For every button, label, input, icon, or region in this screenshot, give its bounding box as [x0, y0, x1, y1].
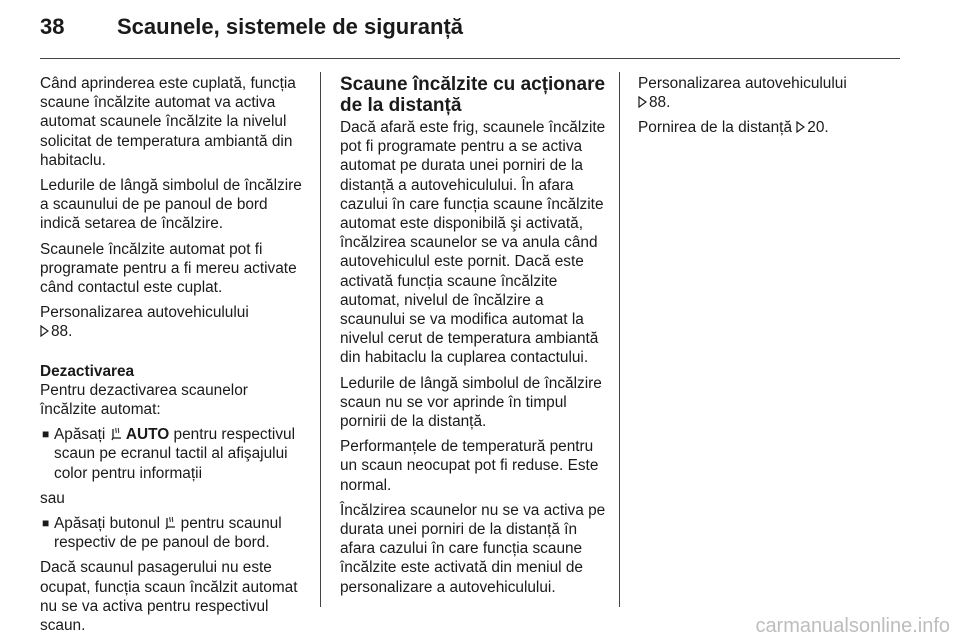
- reference-page: 20.: [807, 119, 829, 137]
- paragraph: Dacă scaunul pasagerului nu este ocupat, funcția scaun încălzit automat nu se va activa pentru respectivul scaun.: [40, 559, 298, 635]
- seat-heat-icon: [110, 427, 122, 441]
- subheading: Dezactivarea: [40, 362, 135, 380]
- reference-text: Personalizarea autovehiculului: [40, 304, 249, 322]
- paragraph: Ledurile de lângă simbolul de încălzire scaun nu se vor aprinde în timpul pornirii de la distanță.: [340, 374, 602, 431]
- paragraph: Dacă afară este frig, scaunele încălzite pot fi programate pentru a se activa automat pe durata unei porniri de la distanță a autovehiculului. În afara cazului în care funcția scaune încălzite automat este disponibilă şi activată, încălzirea scaunelor se va anula când autovehiculul este pornit. Dacă este activată funcția scaune încălzite automat, nivelul de încălzire a scaunului se va modifica automat la nivelul cerut de temperatura ambiantă din habitaclu la cuplarea contactului.: [340, 119, 606, 367]
- list-item: ■ Apăsați butonul pentru scaunul respectiv de pe panoul de bord.: [42, 515, 282, 552]
- reference-page: 88.: [649, 94, 671, 112]
- column-middle: [340, 74, 606, 603]
- page-reference-arrow-icon: [40, 325, 49, 337]
- paragraph: Performanțele de temperatură pentru un scaun neocupat pot fi reduse. Este normal.: [340, 438, 599, 494]
- column-divider: [619, 72, 620, 607]
- section-heading: Scaune încălzite cu acționare de la distanță: [340, 74, 606, 116]
- column-divider: [320, 72, 321, 607]
- page-header: [40, 14, 900, 48]
- seat-heat-icon: [164, 516, 176, 530]
- paragraph: Scaunele încălzite automat pot fi programate pentru a fi mereu activate când contactul este cuplat.: [40, 240, 297, 297]
- paragraph: Încălzirea scaunelor nu se va activa pe durata unei porniri de la distanță în afara cazului în care funcția scaune încălzite este activată din meniul de personalizare a autovehiculului.: [340, 501, 606, 596]
- header-divider: [40, 58, 900, 59]
- square-bullet-icon: ■: [42, 427, 50, 442]
- page-number: 38: [40, 14, 65, 39]
- paragraph: Când aprinderea este cuplată, funcția scaune încălzite automat va activa automat scaunele încălzite la nivelul solicitat de temperatura ambiantă din habitaclu.: [40, 75, 296, 169]
- reference-page: 88.: [51, 323, 73, 341]
- paragraph-reference: [638, 118, 904, 137]
- paragraph: sau: [40, 489, 65, 507]
- reference-text: Personalizarea autovehiculului: [638, 75, 847, 92]
- column-left: [40, 74, 306, 641]
- list-item: ■ Apăsați AUTO pentru respectivul scaun pe ecranul tactil al afişajului color pentru informații: [42, 426, 295, 482]
- watermark: carmanualsonline.info: [755, 615, 950, 637]
- paragraph-reference: [40, 303, 306, 341]
- column-right: [638, 74, 904, 144]
- paragraph-reference: [638, 74, 904, 112]
- paragraph: Ledurile de lângă simbolul de încălzire a scaunului de pe panoul de bord indică setarea de încălzire.: [40, 177, 302, 233]
- page-reference-arrow-icon: [638, 96, 647, 108]
- page-reference-arrow-icon: [796, 121, 805, 133]
- square-bullet-icon: ■: [42, 516, 50, 531]
- paragraph: Pentru dezactivarea scaunelor încălzite automat:: [40, 381, 248, 419]
- reference-text: Pornirea de la distanță: [638, 119, 793, 137]
- page-title: Scaunele, sistemele de siguranță: [117, 14, 464, 39]
